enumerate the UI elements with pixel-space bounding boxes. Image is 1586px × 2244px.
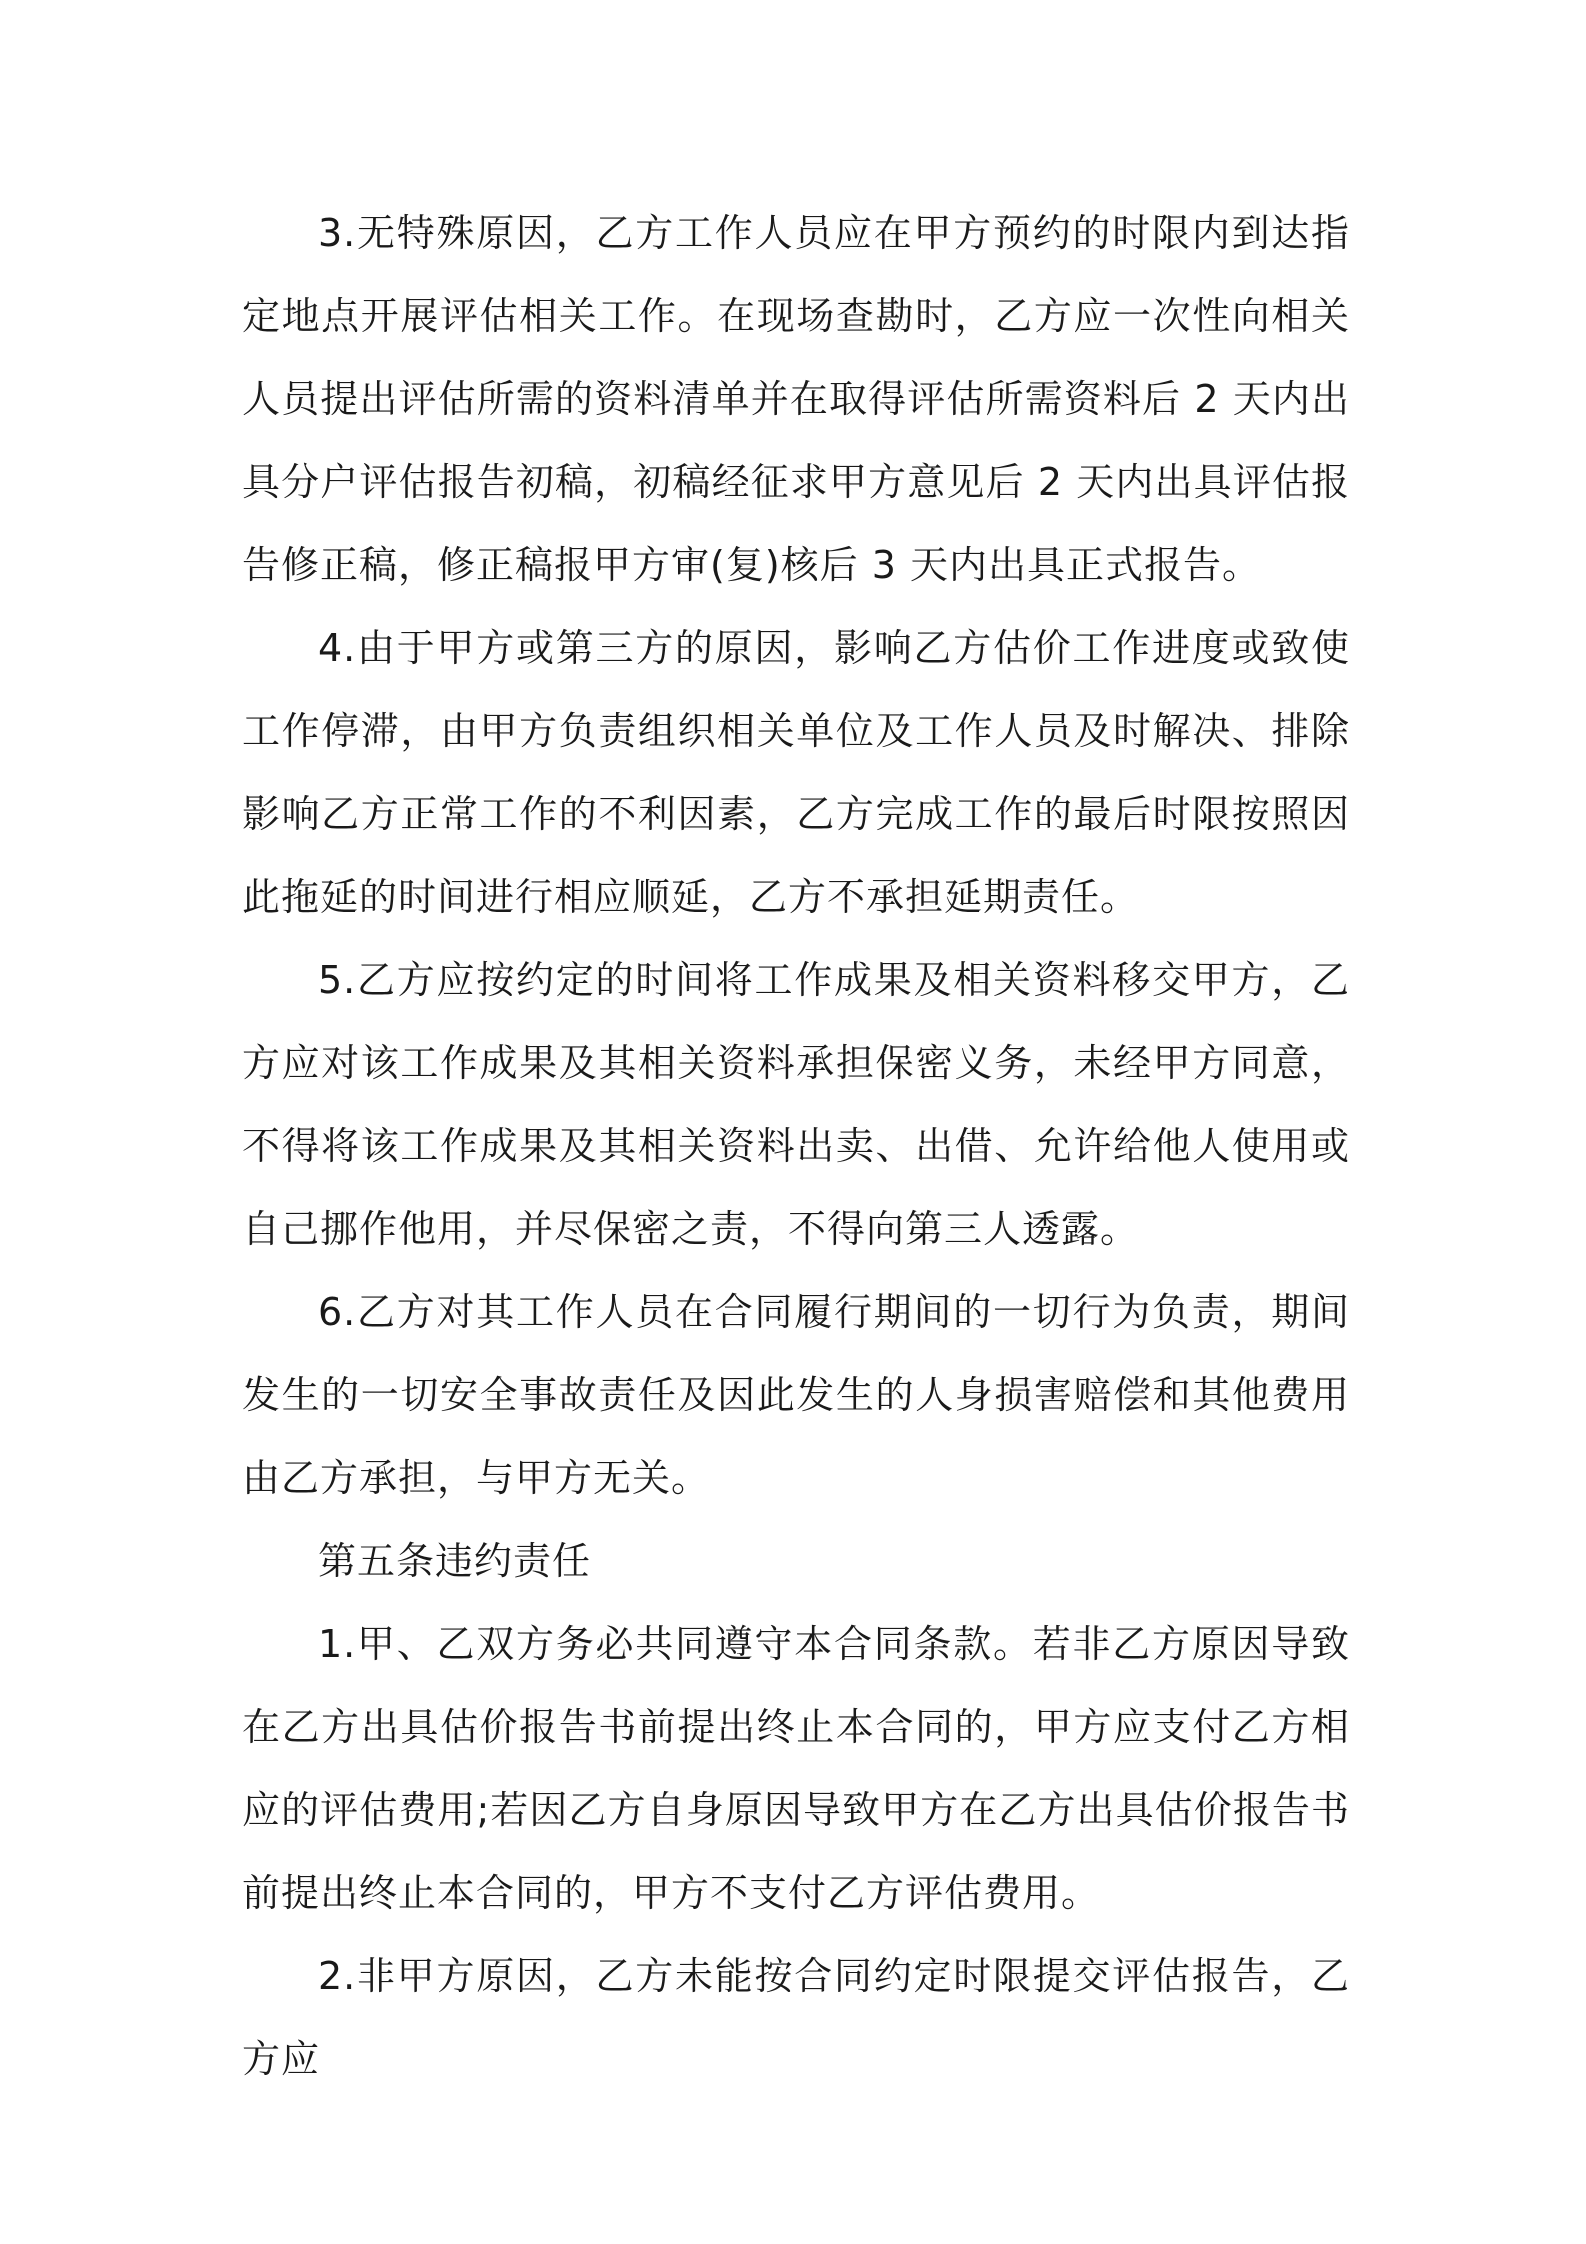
paragraph-clause-5: 5.乙方应按约定的时间将工作成果及相关资料移交甲方，乙方应对该工作成果及其相关资料承担保密义务，未经甲方同意，不得将该工作成果及其相关资料出卖、出借、允许给他人使用或自己挪作他用，并尽保密之责，不得向第三人透露。 <box>242 958 1350 1251</box>
section-heading-article-5: 第五条违约责任 <box>318 1539 592 1583</box>
document-body <box>242 192 1350 2101</box>
paragraph-clause-3: 3.无特殊原因，乙方工作人员应在甲方预约的时限内到达指定地点开展评估相关工作。在现场查勘时，乙方应一次性向相关人员提出评估所需的资料清单并在取得评估所需资料后 2 天内出具分户评估报告初稿，初稿经征求甲方意见后 2 天内出具评估报告修正稿，修正稿报甲方审(复)核后 3 天内出具正式报告。 <box>242 211 1350 587</box>
paragraph-clause-4: 4.由于甲方或第三方的原因，影响乙方估价工作进度或致使工作停滞，由甲方负责组织相关单位及工作人员及时解决、排除影响乙方正常工作的不利因素，乙方完成工作的最后时限按照因此拖延的时间进行相应顺延，乙方不承担延期责任。 <box>242 626 1350 919</box>
paragraph-clause-6: 6.乙方对其工作人员在合同履行期间的一切行为负责，期间发生的一切安全事故责任及因此发生的人身损害赔偿和其他费用由乙方承担，与甲方无关。 <box>242 1290 1350 1500</box>
paragraph-liability-2: 2.非甲方原因，乙方未能按合同约定时限提交评估报告，乙方应 <box>242 1954 1350 2081</box>
paragraph-liability-1: 1.甲、乙双方务必共同遵守本合同条款。若非乙方原因导致在乙方出具估价报告书前提出终止本合同的，甲方应支付乙方相应的评估费用;若因乙方自身原因导致甲方在乙方出具估价报告书前提出终止本合同的，甲方不支付乙方评估费用。 <box>242 1622 1350 1915</box>
